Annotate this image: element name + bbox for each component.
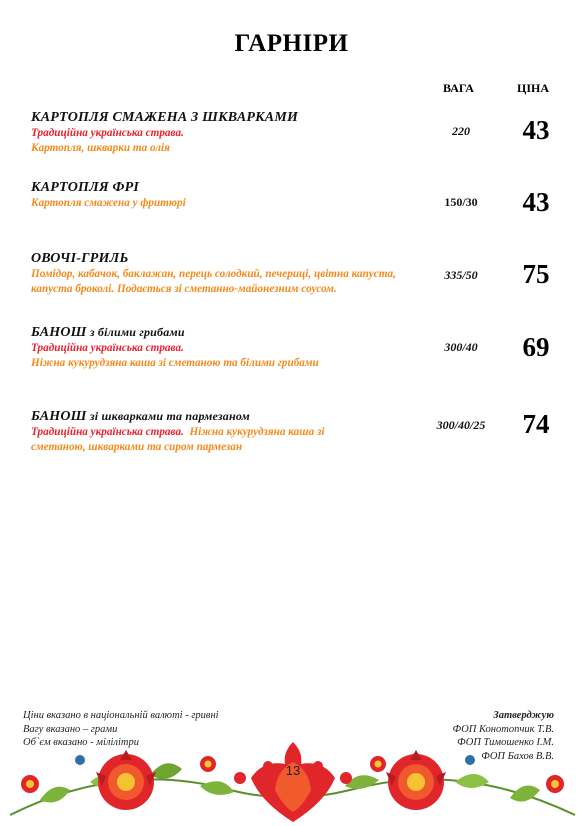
- menu-item: [31, 408, 376, 455]
- dish-description: Картопля, шкварки та олія: [31, 142, 170, 154]
- page-number: 13: [285, 763, 301, 778]
- dish-weight: 150/30: [444, 195, 478, 209]
- dish-price: 74: [522, 409, 550, 439]
- approver-name: ФОП Конотопчик Т.В.: [452, 723, 554, 735]
- dish-price: 43: [522, 115, 550, 145]
- dish-price: 69: [522, 332, 550, 362]
- approver-name: ФОП Тимошенко І.М.: [457, 737, 554, 748]
- menu-item: [31, 324, 411, 371]
- dish-name-main: БАНОШ: [31, 325, 87, 340]
- price-column-header: ЦІНА: [517, 81, 550, 95]
- dish-name: [31, 324, 411, 341]
- dish-text: [31, 425, 376, 455]
- dish-weight: 220: [452, 124, 470, 138]
- dish-weight: 300/40: [444, 340, 478, 354]
- dish-tagline: Традиційна українська страва.: [31, 426, 184, 438]
- weight-column-header: ВАГА: [443, 81, 474, 95]
- dish-weight: 335/50: [444, 268, 478, 282]
- footer-notes: [23, 709, 219, 750]
- flower-left: [96, 750, 156, 810]
- page-title: ГАРНІРИ: [234, 30, 349, 57]
- dish-name: КАРТОПЛЯ ФРІ: [31, 180, 139, 195]
- weight-note: Вагу вказано – грами: [23, 723, 118, 735]
- currency-note: Ціни вказано в національній валюті - гривні: [23, 710, 219, 721]
- dish-description: Картопля смажена у фритюрі: [31, 197, 186, 209]
- menu-item: [31, 109, 411, 156]
- flower-center: [251, 742, 335, 822]
- dish-price: 75: [522, 259, 550, 289]
- dish-description: Помідор, кабачок, баклажан, перець солодкий, печериці, цвітна капуста, капуста броколі. Подається зі сметанно-майонезним соусом.: [31, 268, 396, 295]
- dish-name-main: БАНОШ: [31, 409, 87, 424]
- volume-note: Об`єм вказано - мілілітри: [23, 737, 139, 748]
- approval-block: [453, 709, 554, 763]
- dish-name: ОВОЧІ-ГРИЛЬ: [31, 251, 129, 266]
- dish-description: Ніжна кукурудзяна каша зі сметаною, шкварками та сиром пармезан: [31, 426, 325, 453]
- dish-name: КАРТОПЛЯ СМАЖЕНА З ШКВАРКАМИ: [31, 110, 299, 125]
- menu-item: [31, 250, 401, 297]
- dish-price: 43: [522, 187, 550, 217]
- dish-weight: 300/40/25: [436, 418, 486, 432]
- flower-right: [386, 750, 446, 810]
- dish-tagline: Традиційна українська страва.: [31, 342, 184, 354]
- dish-tagline: Традиційна українська страва.: [31, 127, 184, 139]
- dish-description: Ніжна кукурудзяна каша зі сметаною та білими грибами: [31, 357, 319, 369]
- dish-name-suffix: з білими грибами: [86, 325, 185, 339]
- menu-item: [31, 179, 411, 211]
- approver-name: ФОП Бахов В.В.: [481, 750, 554, 762]
- dish-name: [31, 408, 376, 425]
- dish-name-suffix: зі шкварками та пармезаном: [86, 409, 250, 423]
- approval-label: Затверджую: [493, 710, 554, 721]
